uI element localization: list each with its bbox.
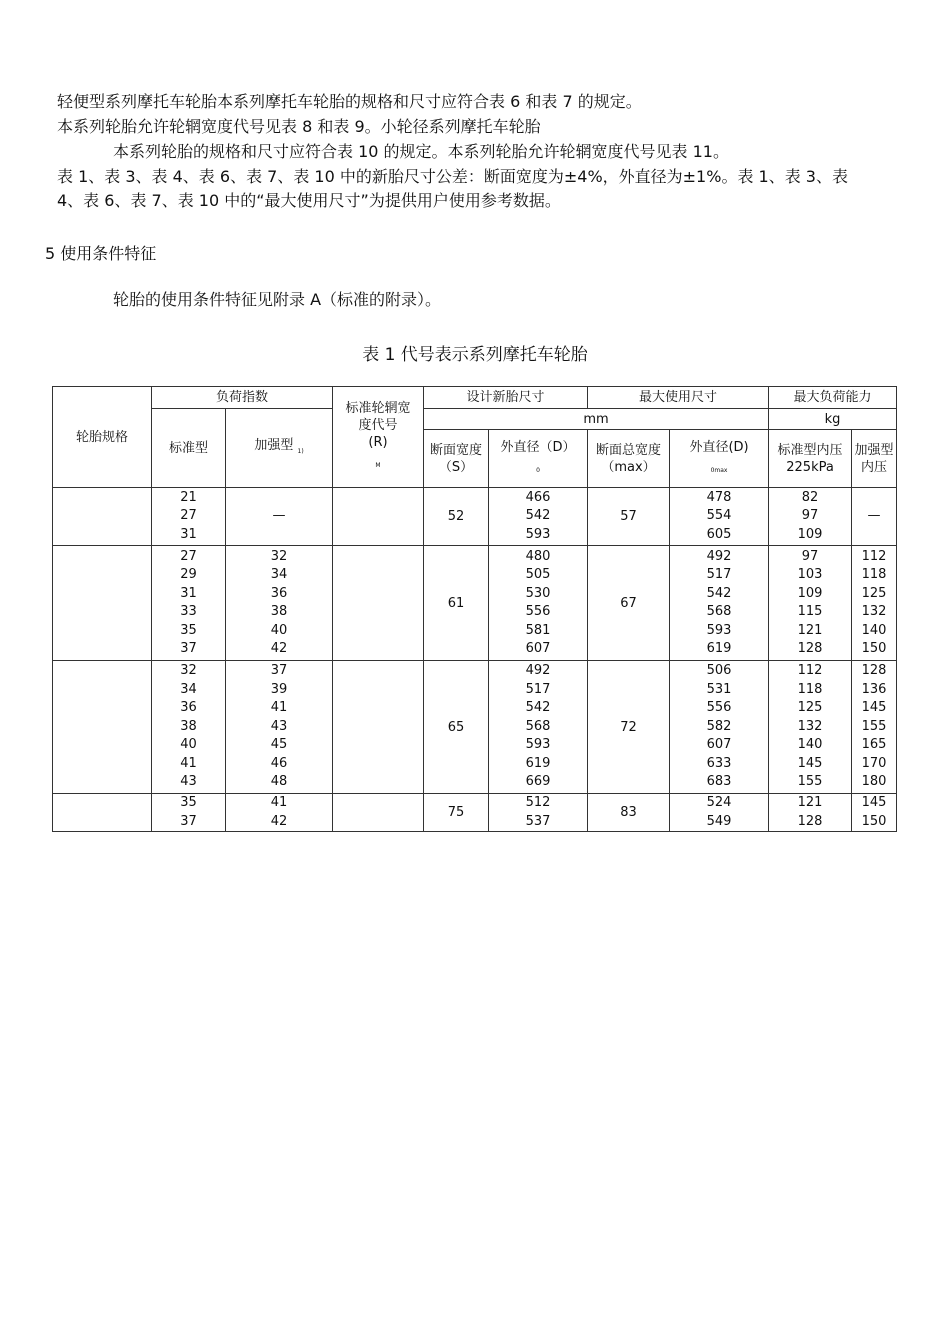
reinforced-load-value: 150: [861, 641, 887, 656]
outer-diameter-value: 593: [525, 526, 551, 542]
outer-diameter-max-value: 524: [706, 795, 732, 810]
reinforced-load-value: 145: [861, 700, 887, 716]
standard-load-index-value: 38: [180, 718, 197, 734]
outer-diameter: [489, 661, 588, 794]
header-reinforced-pressure: 加强型内压: [852, 430, 897, 488]
outer-diameter-max-value: 531: [706, 681, 732, 697]
reinforced-load-index-value: 42: [270, 641, 288, 656]
total-width: 57: [588, 488, 670, 546]
header-max-size: 最大使用尺寸: [588, 387, 769, 409]
header-standard: 标准型: [152, 409, 226, 488]
header-tire-spec: 轮胎规格: [53, 387, 152, 488]
standard-load-value: 121: [797, 622, 823, 638]
outer-diameter-max-value: 582: [706, 718, 732, 734]
reinforced-load-index-value: 34: [270, 567, 288, 582]
standard-load: [769, 546, 852, 661]
paragraph-3: 本系列轮胎的规格和尺寸应符合表 10 的规定。本系列轮胎允许轮辋宽度代号见表 11。: [113, 142, 729, 161]
reinforced-load-index-value: 46: [270, 755, 288, 771]
outer-diameter-max-value: 619: [706, 641, 732, 656]
outer-diameter-max-value: 549: [706, 813, 732, 829]
outer-diameter-max-value: 633: [706, 755, 732, 771]
section-text: 轮胎的使用条件特征见附录 A（标准的附录）。: [113, 290, 442, 309]
standard-load-value: 155: [797, 774, 823, 790]
standard-load-index: [152, 661, 226, 794]
header-reinforced: 加强型 $_{1)}$: [226, 409, 333, 488]
reinforced-load-value: —: [867, 508, 881, 524]
outer-diameter-max: [670, 661, 769, 794]
standard-load-index-value: 29: [180, 567, 197, 582]
reinforced-load-value: 165: [861, 737, 887, 753]
reinforced-load-value: 118: [861, 567, 887, 582]
reinforced-load-index-value: 41: [270, 700, 288, 716]
standard-load-index-value: 32: [180, 663, 197, 679]
header-standard-pressure: 标准型内压 225kPa: [769, 430, 852, 488]
header-unit-kg: kg: [769, 409, 897, 430]
standard-load-index-value: 43: [180, 774, 197, 790]
reinforced-load-index: [226, 661, 333, 794]
outer-diameter: [489, 794, 588, 832]
header-outer-diameter: 外直径（D） $_0$: [489, 430, 588, 488]
reinforced-load-index-value: 32: [270, 548, 288, 564]
outer-diameter-value: 568: [525, 718, 551, 734]
reinforced-load-value: 132: [861, 604, 887, 619]
outer-diameter-value: 542: [525, 508, 551, 524]
reinforced-load-index-value: —: [272, 508, 286, 524]
spec-cell: [53, 488, 152, 546]
reinforced-load: [852, 661, 897, 794]
reinforced-load: [852, 546, 897, 661]
outer-diameter-value: 466: [525, 489, 551, 505]
outer-diameter-value: 581: [525, 622, 551, 638]
outer-diameter-max-value: 683: [706, 774, 732, 790]
outer-diameter-max-value: 542: [706, 585, 732, 601]
standard-load-value: 140: [797, 737, 823, 753]
standard-load-index-value: 27: [180, 508, 197, 524]
paragraph-1: 轻便型系列摩托车轮胎本系列摩托车轮胎的规格和尺寸应符合表 6 和表 7 的规定。: [57, 92, 642, 111]
header-load-index: 负荷指数: [152, 387, 333, 409]
outer-diameter-value: 542: [525, 700, 551, 716]
standard-load-index-value: 41: [180, 755, 197, 771]
reinforced-load: [852, 794, 897, 832]
standard-load-value: 128: [797, 813, 823, 829]
reinforced-load-index-value: 43: [270, 718, 288, 734]
standard-load-value: 103: [797, 567, 823, 582]
standard-load-index-value: 37: [180, 641, 197, 656]
outer-diameter-value: 512: [525, 795, 551, 810]
outer-diameter: [489, 488, 588, 546]
spec-cell: [53, 794, 152, 832]
reinforced-load-index-value: 39: [270, 681, 288, 697]
paragraph-2: 本系列轮胎允许轮辋宽度代号见表 8 和表 9。小轮径系列摩托车轮胎: [57, 117, 541, 136]
standard-load-value: 109: [797, 526, 823, 542]
reinforced-load-index: [226, 794, 333, 832]
outer-diameter-value: 537: [525, 813, 551, 829]
standard-load-value: 97: [801, 548, 819, 564]
rim-width-cell: [333, 794, 424, 832]
standard-load-index: [152, 546, 226, 661]
reinforced-load-value: 140: [861, 622, 887, 638]
rim-width-cell: [333, 661, 424, 794]
standard-load-index-value: 27: [180, 548, 197, 564]
standard-load-index-value: 31: [180, 526, 197, 542]
reinforced-load-index-value: 42: [270, 813, 288, 829]
standard-load-index-value: 35: [180, 622, 197, 638]
section-width: 52: [424, 488, 489, 546]
outer-diameter-max: [670, 794, 769, 832]
header-unit-mm: mm: [424, 409, 769, 430]
spec-cell: [53, 661, 152, 794]
paragraph-4b: 4、表 6、表 7、表 10 中的“最大使用尺寸”为提供用户使用参考数据。: [57, 191, 561, 210]
outer-diameter-max: [670, 546, 769, 661]
section-width: 75: [424, 794, 489, 832]
outer-diameter-value: 505: [525, 567, 551, 582]
standard-load-value: 115: [797, 604, 823, 619]
outer-diameter-value: 619: [525, 755, 551, 771]
standard-load: [769, 661, 852, 794]
reinforced-load-index-value: 48: [270, 774, 288, 790]
outer-diameter-max-value: 593: [706, 622, 732, 638]
total-width: 67: [588, 546, 670, 661]
reinforced-load-value: 170: [861, 755, 887, 771]
standard-load-value: 145: [797, 755, 823, 771]
standard-load: [769, 794, 852, 832]
reinforced-load-index-value: 38: [270, 604, 288, 619]
standard-load-value: 112: [797, 663, 823, 679]
standard-load: [769, 488, 852, 546]
reinforced-load-index-value: 45: [270, 737, 288, 753]
standard-load-index: [152, 794, 226, 832]
outer-diameter-max-value: 517: [706, 567, 732, 582]
reinforced-load-value: 180: [861, 774, 887, 790]
table-row: [53, 661, 897, 794]
outer-diameter-value: 607: [525, 641, 551, 656]
outer-diameter-max: [670, 488, 769, 546]
header-section-width: 断面宽度（S）: [424, 430, 489, 488]
outer-diameter-value: 530: [525, 585, 551, 601]
standard-load-index-value: 33: [180, 604, 197, 619]
total-width: 83: [588, 794, 670, 832]
outer-diameter-max-value: 556: [706, 700, 732, 716]
reinforced-load-value: 150: [861, 813, 887, 829]
standard-load-index: [152, 488, 226, 546]
table-row: [53, 488, 897, 546]
table-caption: 表 1 代号表示系列摩托车轮胎: [362, 345, 588, 365]
standard-load-value: 82: [801, 489, 819, 505]
outer-diameter-max-value: 478: [706, 489, 732, 505]
reinforced-load-value: 145: [861, 795, 887, 810]
table-row: [53, 794, 897, 832]
reinforced-load-index-value: 40: [270, 622, 288, 638]
standard-load-index-value: 34: [180, 681, 197, 697]
header-new-size: 设计新胎尺寸: [424, 387, 588, 409]
header-rim-width: 标准轮辋宽 度代号 (R) $_M$: [333, 387, 424, 488]
outer-diameter-max-value: 605: [706, 526, 732, 542]
outer-diameter-max-value: 492: [706, 548, 732, 564]
standard-load-value: 109: [797, 585, 823, 601]
tire-spec-table: [52, 386, 897, 832]
rim-width-cell: [333, 546, 424, 661]
outer-diameter-value: 480: [525, 548, 551, 564]
standard-load-value: 125: [797, 700, 823, 716]
outer-diameter-max-value: 554: [706, 508, 732, 524]
standard-load-index-value: 40: [180, 737, 197, 753]
outer-diameter-max-value: 506: [706, 663, 732, 679]
paragraph-4a: 表 1、表 3、表 4、表 6、表 7、表 10 中的新胎尺寸公差：断面宽度为±4%，外直径为±1%。表 1、表 3、表: [57, 167, 848, 186]
outer-diameter-value: 669: [525, 774, 551, 790]
outer-diameter-value: 492: [525, 663, 551, 679]
reinforced-load-index: [226, 488, 333, 546]
reinforced-load-index-value: 41: [270, 795, 288, 810]
standard-load-value: 118: [797, 681, 823, 697]
standard-load-index-value: 37: [180, 813, 197, 829]
outer-diameter-value: 556: [525, 604, 551, 619]
header-max-load: 最大负荷能力: [769, 387, 897, 409]
standard-load-index-value: 35: [180, 795, 197, 810]
reinforced-load-index-value: 37: [270, 663, 288, 679]
header-total-width: 断面总宽度（max）: [588, 430, 670, 488]
standard-load-value: 128: [797, 641, 823, 656]
header-outer-diameter-max: 外直径(D) $_{0max}$: [670, 430, 769, 488]
outer-diameter-max-value: 568: [706, 604, 732, 619]
outer-diameter: [489, 546, 588, 661]
outer-diameter-value: 517: [525, 681, 551, 697]
reinforced-load-value: 136: [861, 681, 887, 697]
standard-load-index-value: 31: [180, 585, 197, 601]
standard-load-index-value: 36: [180, 700, 197, 716]
spec-cell: [53, 546, 152, 661]
standard-load-value: 97: [801, 508, 819, 524]
reinforced-load-value: 128: [861, 663, 887, 679]
reinforced-load-index: [226, 546, 333, 661]
reinforced-load-value: 112: [861, 548, 887, 564]
standard-load-value: 121: [797, 795, 823, 810]
table-row: [53, 546, 897, 661]
standard-load-value: 132: [797, 718, 823, 734]
standard-load-index-value: 21: [180, 489, 197, 505]
section-width: 65: [424, 661, 489, 794]
rim-width-cell: [333, 488, 424, 546]
total-width: 72: [588, 661, 670, 794]
outer-diameter-value: 593: [525, 737, 551, 753]
section-width: 61: [424, 546, 489, 661]
section-heading: 5 使用条件特征: [45, 244, 157, 263]
reinforced-load-value: 125: [861, 585, 887, 601]
reinforced-load-index-value: 36: [270, 585, 288, 601]
reinforced-load-value: 155: [861, 718, 887, 734]
reinforced-load: [852, 488, 897, 546]
outer-diameter-max-value: 607: [706, 737, 732, 753]
